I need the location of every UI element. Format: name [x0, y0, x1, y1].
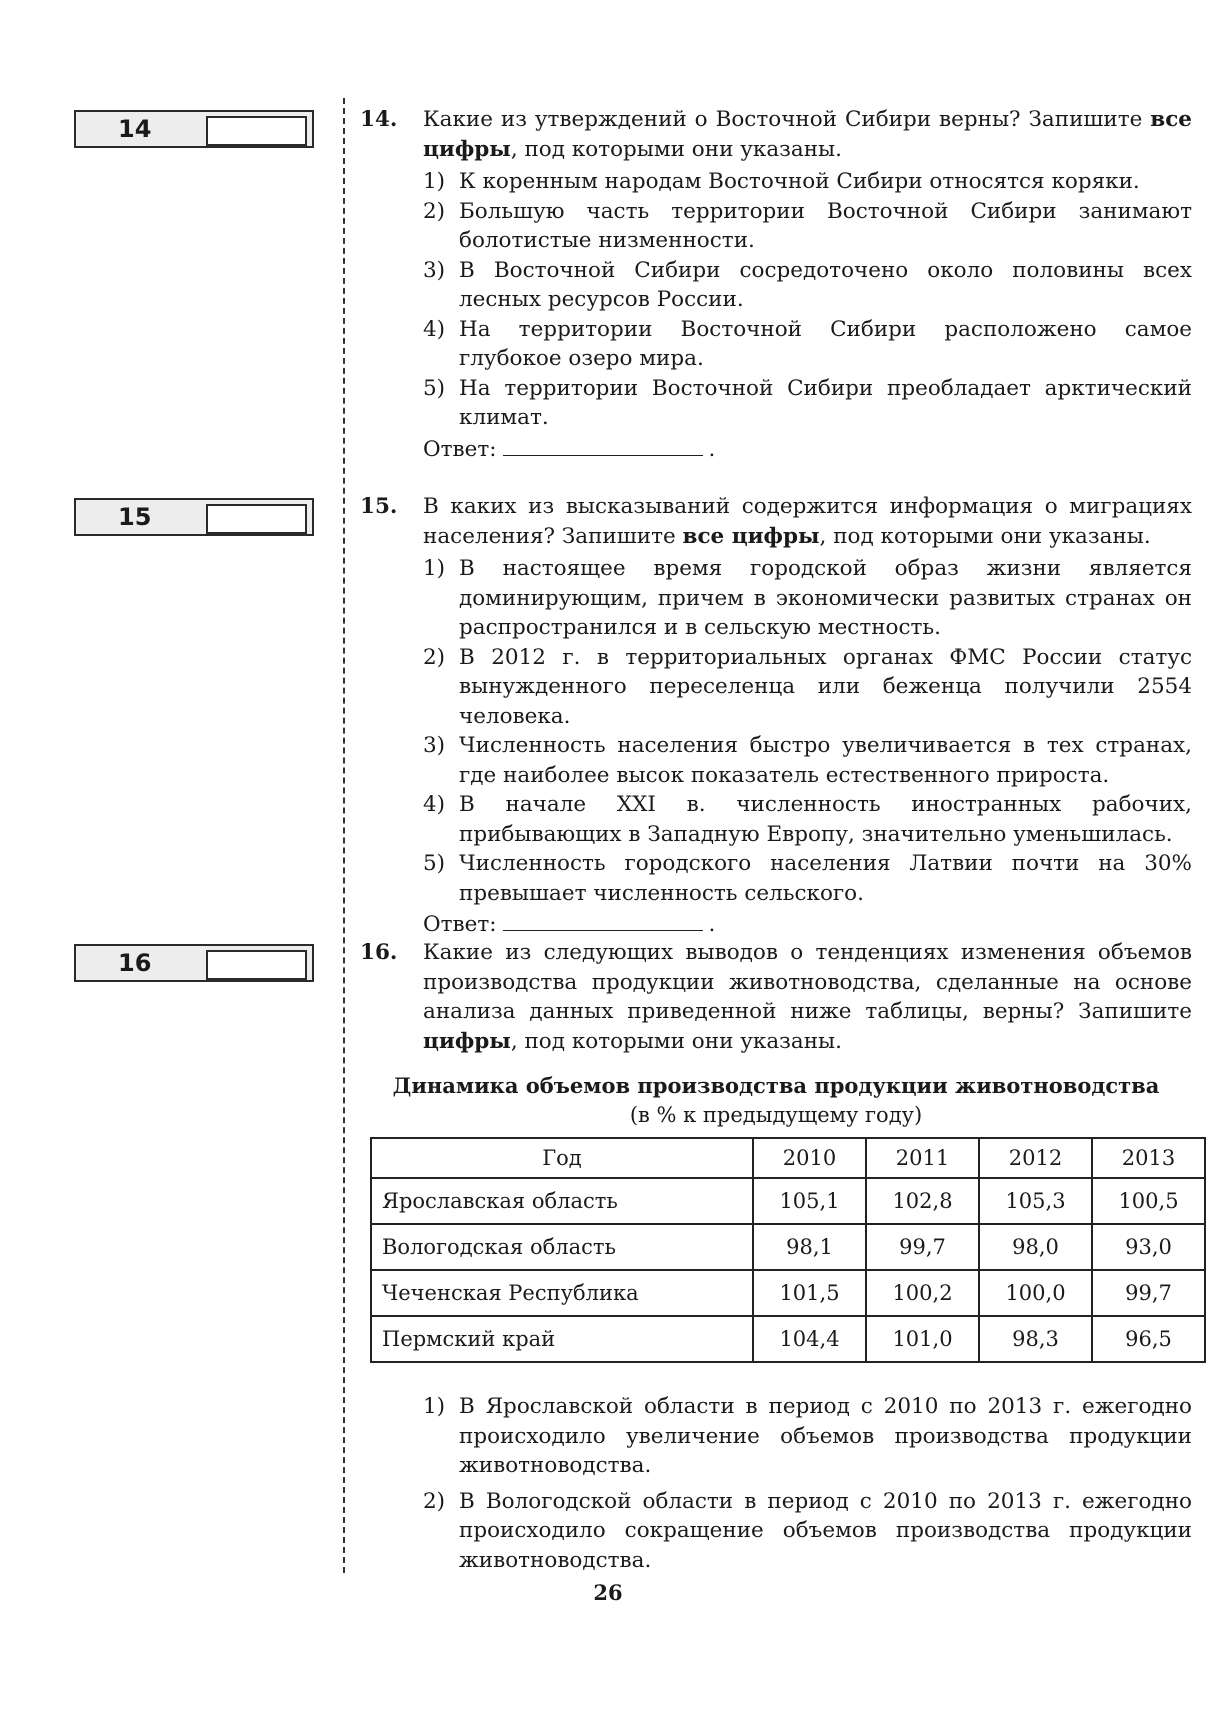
task-stem: Какие из утверждений о Восточной Сибири верны? Запишите все цифры, под которыми они указаны. — [423, 107, 1192, 162]
answer-box-16 — [74, 944, 314, 982]
table-cell: Вологодская область — [371, 1224, 753, 1270]
table-cell: 100,0 — [979, 1270, 1092, 1316]
table-header-cell: 2010 — [753, 1138, 866, 1178]
table-cell: Чеченская Республика — [371, 1270, 753, 1316]
answer-box-number: 16 — [118, 949, 152, 977]
table-subtitle: (в % к предыдущему году) — [629, 1103, 923, 1127]
cut-line-divider — [343, 98, 345, 1573]
task-stem: В каких из высказываний содержится информация о миграциях населения? Запишите все цифры, под которыми они указаны. — [423, 494, 1192, 549]
option-list — [423, 1392, 1192, 1575]
table-row — [371, 1178, 1205, 1224]
table-title: Динамика объемов производства продукции животноводства — [392, 1073, 1160, 1098]
answer-box-15 — [74, 498, 314, 536]
table-cell: 105,3 — [979, 1178, 1092, 1224]
option-list — [423, 167, 1192, 433]
table-cell: 98,3 — [979, 1316, 1092, 1362]
answer-line: Ответ: . — [423, 912, 716, 937]
answer-blank[interactable] — [503, 912, 703, 931]
table-cell: 96,5 — [1092, 1316, 1205, 1362]
table-cell: 100,5 — [1092, 1178, 1205, 1224]
task-number: 15. — [360, 494, 398, 519]
table-row — [371, 1316, 1205, 1362]
option-item: 4) На территории Восточной Сибири расположено самое глубокое озеро мира. — [423, 316, 1192, 371]
option-item: 1) В настоящее время городской образ жизни является доминирующим, причем в экономически развитых странах он распространился и в сельскую местность. — [423, 556, 1192, 640]
answer-input-cell[interactable] — [206, 116, 307, 146]
task-number: 14. — [360, 107, 398, 132]
option-list — [423, 554, 1192, 908]
task-14 — [360, 105, 1192, 464]
table-cell: 105,1 — [753, 1178, 866, 1224]
table-cell: 101,5 — [753, 1270, 866, 1316]
option-item: 3) Численность населения быстро увеличивается в тех странах, где наиболее высок показатель естественного прироста. — [423, 733, 1192, 788]
answer-blank[interactable] — [503, 437, 703, 456]
table-cell: 93,0 — [1092, 1224, 1205, 1270]
table-cell: 99,7 — [866, 1224, 979, 1270]
answer-box-number: 14 — [118, 115, 152, 143]
page-number: 26 — [593, 1580, 623, 1605]
table-cell: Пермский край — [371, 1316, 753, 1362]
option-item: 3) В Восточной Сибири сосредоточено около половины всех лесных ресурсов России. — [423, 257, 1192, 312]
table-cell: 98,1 — [753, 1224, 866, 1270]
table-cell: Ярославская область — [371, 1178, 753, 1224]
data-table — [370, 1137, 1206, 1363]
table-header-cell: 2011 — [866, 1138, 979, 1178]
task-16 — [360, 938, 1192, 1056]
table-header-cell: Год — [371, 1138, 753, 1178]
option-item: 5) На территории Восточной Сибири преобладает арктический климат. — [423, 375, 1192, 430]
table-header-cell: 2012 — [979, 1138, 1092, 1178]
table-caption — [360, 1071, 1192, 1130]
table-cell: 101,0 — [866, 1316, 979, 1362]
task-16-options — [360, 1392, 1192, 1575]
task-15 — [360, 492, 1192, 940]
table-header-cell: 2013 — [1092, 1138, 1205, 1178]
answer-input-cell[interactable] — [206, 950, 307, 980]
table-cell: 102,8 — [866, 1178, 979, 1224]
task-stem: Какие из следующих выводов о тенденциях изменения объемов производства продукции животноводства, сделанные на основе анализа данных приведенной ниже таблицы, верны? Запишите цифры, под которыми они указаны. — [423, 940, 1192, 1054]
answer-line: Ответ: . — [423, 436, 716, 462]
table-row — [371, 1270, 1205, 1316]
table-cell: 98,0 — [979, 1224, 1092, 1270]
option-item: 2) Большую часть территории Восточной Сибири занимают болотистые низменности. — [423, 198, 1192, 253]
option-item: 4) В начале XXI в. численность иностранных рабочих, прибывающих в Западную Европу, значительно уменьшилась. — [423, 792, 1192, 847]
option-item: 1) К коренным народам Восточной Сибири относятся коряки. — [423, 169, 1140, 194]
answer-input-cell[interactable] — [206, 504, 307, 534]
table-cell: 104,4 — [753, 1316, 866, 1362]
option-item: 1) В Ярославской области в период с 2010 по 2013 г. ежегодно происходило увеличение объемов производства продукции животноводства. — [423, 1394, 1192, 1478]
option-item: 2) В Вологодской области в период с 2010 по 2013 г. ежегодно происходило сокращение объемов производства продукции животноводства. — [423, 1488, 1192, 1573]
option-item: 5) Численность городского населения Латвии почти на 30% превышает численность сельского. — [423, 851, 1192, 906]
table-row — [371, 1224, 1205, 1270]
table-cell: 99,7 — [1092, 1270, 1205, 1316]
answer-box-number: 15 — [118, 503, 152, 531]
task-number: 16. — [360, 940, 398, 965]
table-header-row — [371, 1138, 1205, 1178]
answer-box-14 — [74, 110, 314, 148]
table-cell: 100,2 — [866, 1270, 979, 1316]
option-item: 2) В 2012 г. в территориальных органах ФМС России статус вынужденного переселенца или беженца получили 2554 человека. — [423, 644, 1192, 729]
